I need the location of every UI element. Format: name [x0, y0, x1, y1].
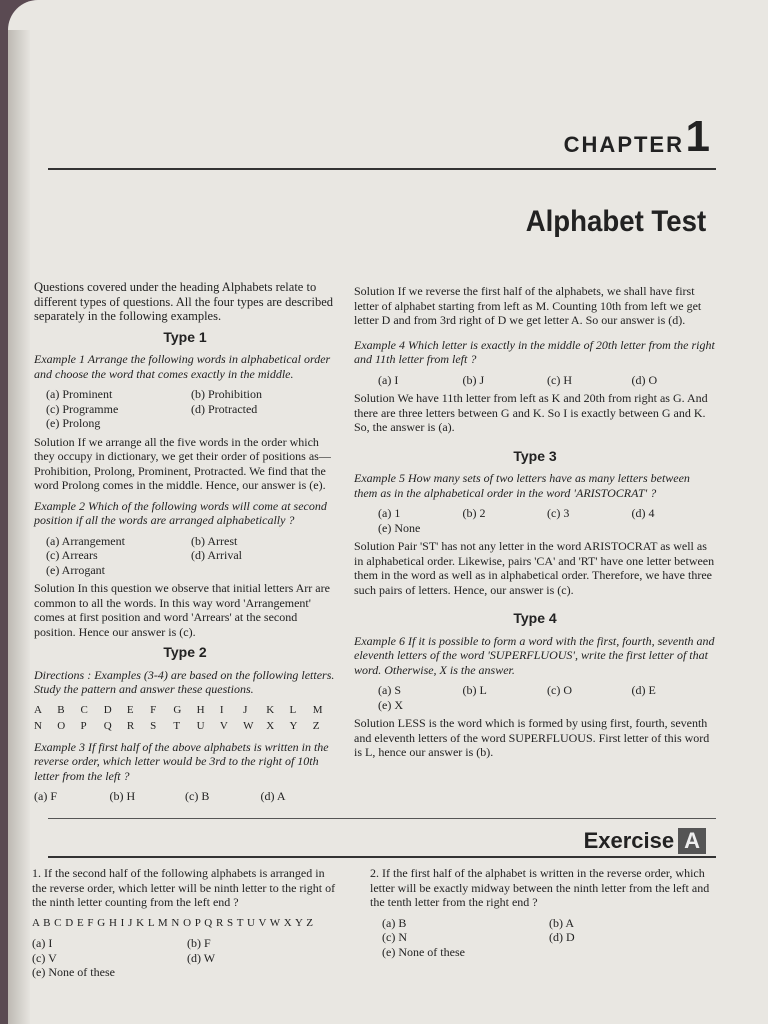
option: (e) None of these — [32, 965, 115, 979]
alphabet-letter: D — [103, 703, 112, 716]
alphabet-letter: S — [150, 720, 157, 732]
alphabet-letter: A — [34, 703, 42, 716]
alphabet-letter: U — [196, 720, 205, 732]
alphabet-letter: L — [289, 703, 297, 716]
alphabet-letter: N — [34, 720, 42, 732]
option: (b) F — [187, 936, 211, 950]
alphabet-letter: K — [266, 703, 275, 716]
exercise-badge: A — [678, 828, 706, 854]
alphabet-letter: Z — [312, 720, 320, 732]
book-spine — [8, 30, 30, 1024]
option: (d) D — [549, 930, 575, 944]
question-2-options — [382, 916, 716, 960]
question-2-text: 2. If the first half of the alphabet is written in the reverse order, which letter will be exactly midway between the ninth letter from the left and the tenth letter from the right end ? — [370, 866, 710, 909]
type3-heading: Type 3 — [513, 447, 557, 464]
alphabet-letter: H — [196, 703, 205, 716]
option: (d) 4 — [631, 506, 655, 520]
alphabet-letter: B — [57, 703, 65, 716]
option: (d) E — [631, 683, 656, 697]
option: (b) A — [549, 915, 574, 930]
chapter-label: CHAPTER — [563, 132, 684, 157]
example2-question: Example 2 Which of the following words will come at second position if all the words are arranged alphabetically ? — [34, 498, 327, 527]
exercise-question-2 — [370, 866, 716, 963]
example6-question: Example 6 If it is possible to form a word with the first, fourth, seventh and eleventh letters of the word 'SUPERFLUOUS', write the first letter of that word. Otherwise, X is the answer. — [354, 633, 715, 677]
exercise-title: Exercise — [583, 828, 675, 853]
option: (b) Prohibition — [191, 387, 262, 401]
alphabet-row-1 — [34, 703, 336, 718]
right-column — [354, 284, 716, 766]
example2-options — [46, 534, 336, 578]
option: (c) H — [547, 372, 572, 387]
option: (e) Arrogant — [46, 562, 105, 577]
example5-question: Example 5 How many sets of two letters have as many letters between them as in the alphabetical order in the word 'ARISTOCRAT' ? — [354, 471, 690, 500]
alphabet-letter: T — [173, 720, 181, 732]
option: (d) O — [631, 372, 658, 387]
exercise-question-1 — [32, 866, 342, 984]
alphabet-letter: G — [173, 703, 182, 716]
example3-options — [34, 789, 336, 804]
alphabet-letter: J — [243, 703, 248, 716]
intro-text: Questions covered under the heading Alphabets relate to different types of questions. All the four types are described separately in the following examples. — [34, 280, 333, 323]
example3-solution: Solution If we reverse the first half of the alphabets, we shall have first letter of alphabet starting from left as M. Counting 10th from left we get letter D and from 3rd right of D we get letter A. So our answer is (d). — [354, 284, 702, 327]
example5-solution: Solution Pair 'ST' has not any letter in the word ARISTOCRAT as well as in alphabetical order. Likewise, pairs 'CA' and 'RT' have one letter between them in the word as well as in alphabetical order. Therefore, we have three such pairs of letters. Hence, our answer is (c). — [354, 539, 715, 597]
option: (a) F — [34, 789, 57, 803]
example4-solution: Solution We have 11th letter from left as K and 20th from right as G. And there are three letters between G and K. So I is exactly between G and K. So, the answer is (a). — [354, 391, 708, 434]
example3-question: Example 3 If first half of the above alphabets is written in the reverse order, which letter would be 3rd to the right of 10th letter from the left ? — [34, 739, 329, 783]
example1-options — [46, 387, 336, 431]
example1-question: Example 1 Arrange the following words in alphabetical order and choose the word that comes exactly in the middle. — [34, 352, 331, 381]
alphabet-letter: F — [150, 703, 157, 716]
exercise-top-rule — [48, 818, 716, 819]
option: (d) Arrival — [191, 548, 242, 562]
exercise-bottom-rule — [48, 856, 716, 858]
alphabet-letter: M — [312, 703, 323, 716]
question-1-alphabet: A B C D E F G H I J K L M N O P Q R S T U V W X Y Z — [32, 916, 314, 929]
alphabet-letter: O — [57, 720, 66, 732]
option: (e) None — [378, 520, 421, 535]
example6-solution: Solution LESS is the word which is formed by using first, fourth, seventh and eleventh letters of the word SUPERFLUOUS. First letter of this word is L, hence our answer is (b). — [354, 716, 710, 759]
alphabet-letter: X — [266, 720, 275, 732]
option: (e) Prolong — [46, 416, 101, 430]
example4-options — [378, 373, 716, 388]
type2-heading: Type 2 — [163, 644, 207, 660]
option: (c) 3 — [547, 506, 570, 520]
chapter-title: Alphabet Test — [525, 205, 706, 238]
option: (b) 2 — [462, 506, 486, 520]
example2-solution: Solution In this question we observe that initial letters Arr are common to all the words. In this way word 'Arrangement' comes at first position and word 'Arrears' at the second position. Hence our answer is (c). — [34, 581, 330, 639]
option: (a) B — [382, 915, 407, 930]
header-rule — [48, 168, 716, 170]
option: (e) X — [378, 697, 403, 712]
question-1-options — [32, 936, 342, 980]
option: (d) Protracted — [191, 401, 258, 416]
option: (b) J — [462, 372, 485, 387]
alphabet-row-2 — [34, 719, 336, 734]
option: (a) Prominent — [46, 387, 113, 401]
option: (b) H — [109, 789, 136, 803]
exercise-heading — [584, 828, 706, 854]
alphabet-letter: R — [126, 720, 135, 732]
option: (c) Arrears — [46, 548, 98, 562]
option: (b) Arrest — [191, 533, 238, 548]
alphabet-letter: E — [126, 703, 134, 716]
alphabet-letter: Y — [289, 720, 298, 732]
type1-heading: Type 1 — [163, 328, 207, 345]
book-page — [8, 0, 768, 1024]
example5-options — [378, 506, 716, 535]
example1-solution: Solution If we arrange all the five words in the order which they occupy in dictionary, we get their order of positions as—Prohibition, Prolong, Prominent, Protracted. We find that the word Prolong comes in the middle. Hence, our answer is (e). — [34, 434, 331, 492]
option: (d) W — [187, 950, 216, 965]
option: (c) Programme — [46, 401, 119, 416]
option: (a) 1 — [378, 506, 401, 520]
option: (a) I — [378, 372, 399, 387]
option: (a) S — [378, 683, 401, 697]
option: (d) A — [260, 789, 286, 803]
option: (c) B — [185, 789, 210, 803]
example4-question: Example 4 Which letter is exactly in the middle of 20th letter from the right and 11th letter from left ? — [354, 337, 715, 366]
left-column — [34, 280, 336, 808]
option: (c) N — [382, 930, 407, 944]
alphabet-letter: P — [80, 720, 87, 732]
alphabet-letter: I — [219, 703, 224, 716]
alphabet-letter: C — [80, 703, 88, 716]
alphabet-letter: W — [243, 720, 254, 732]
chapter-number: 1 — [685, 112, 710, 161]
option: (b) L — [462, 683, 487, 697]
alphabet-letter: Q — [103, 720, 112, 732]
type4-heading: Type 4 — [513, 610, 557, 626]
option: (a) I — [32, 936, 53, 950]
alphabet-letter: V — [219, 720, 228, 732]
option: (e) None of these — [382, 944, 465, 959]
option: (c) O — [547, 683, 572, 697]
question-1-text: 1. If the second half of the following alphabets is arranged in the reverse order, which letter will be ninth letter to the right of the ninth letter counting from the left end ? — [32, 866, 336, 909]
option: (c) V — [32, 950, 57, 965]
directions-text: Directions : Examples (3-4) are based on the following letters. Study the pattern and answer these questions. — [34, 667, 335, 696]
example6-options — [378, 683, 716, 712]
option: (a) Arrangement — [46, 533, 125, 548]
